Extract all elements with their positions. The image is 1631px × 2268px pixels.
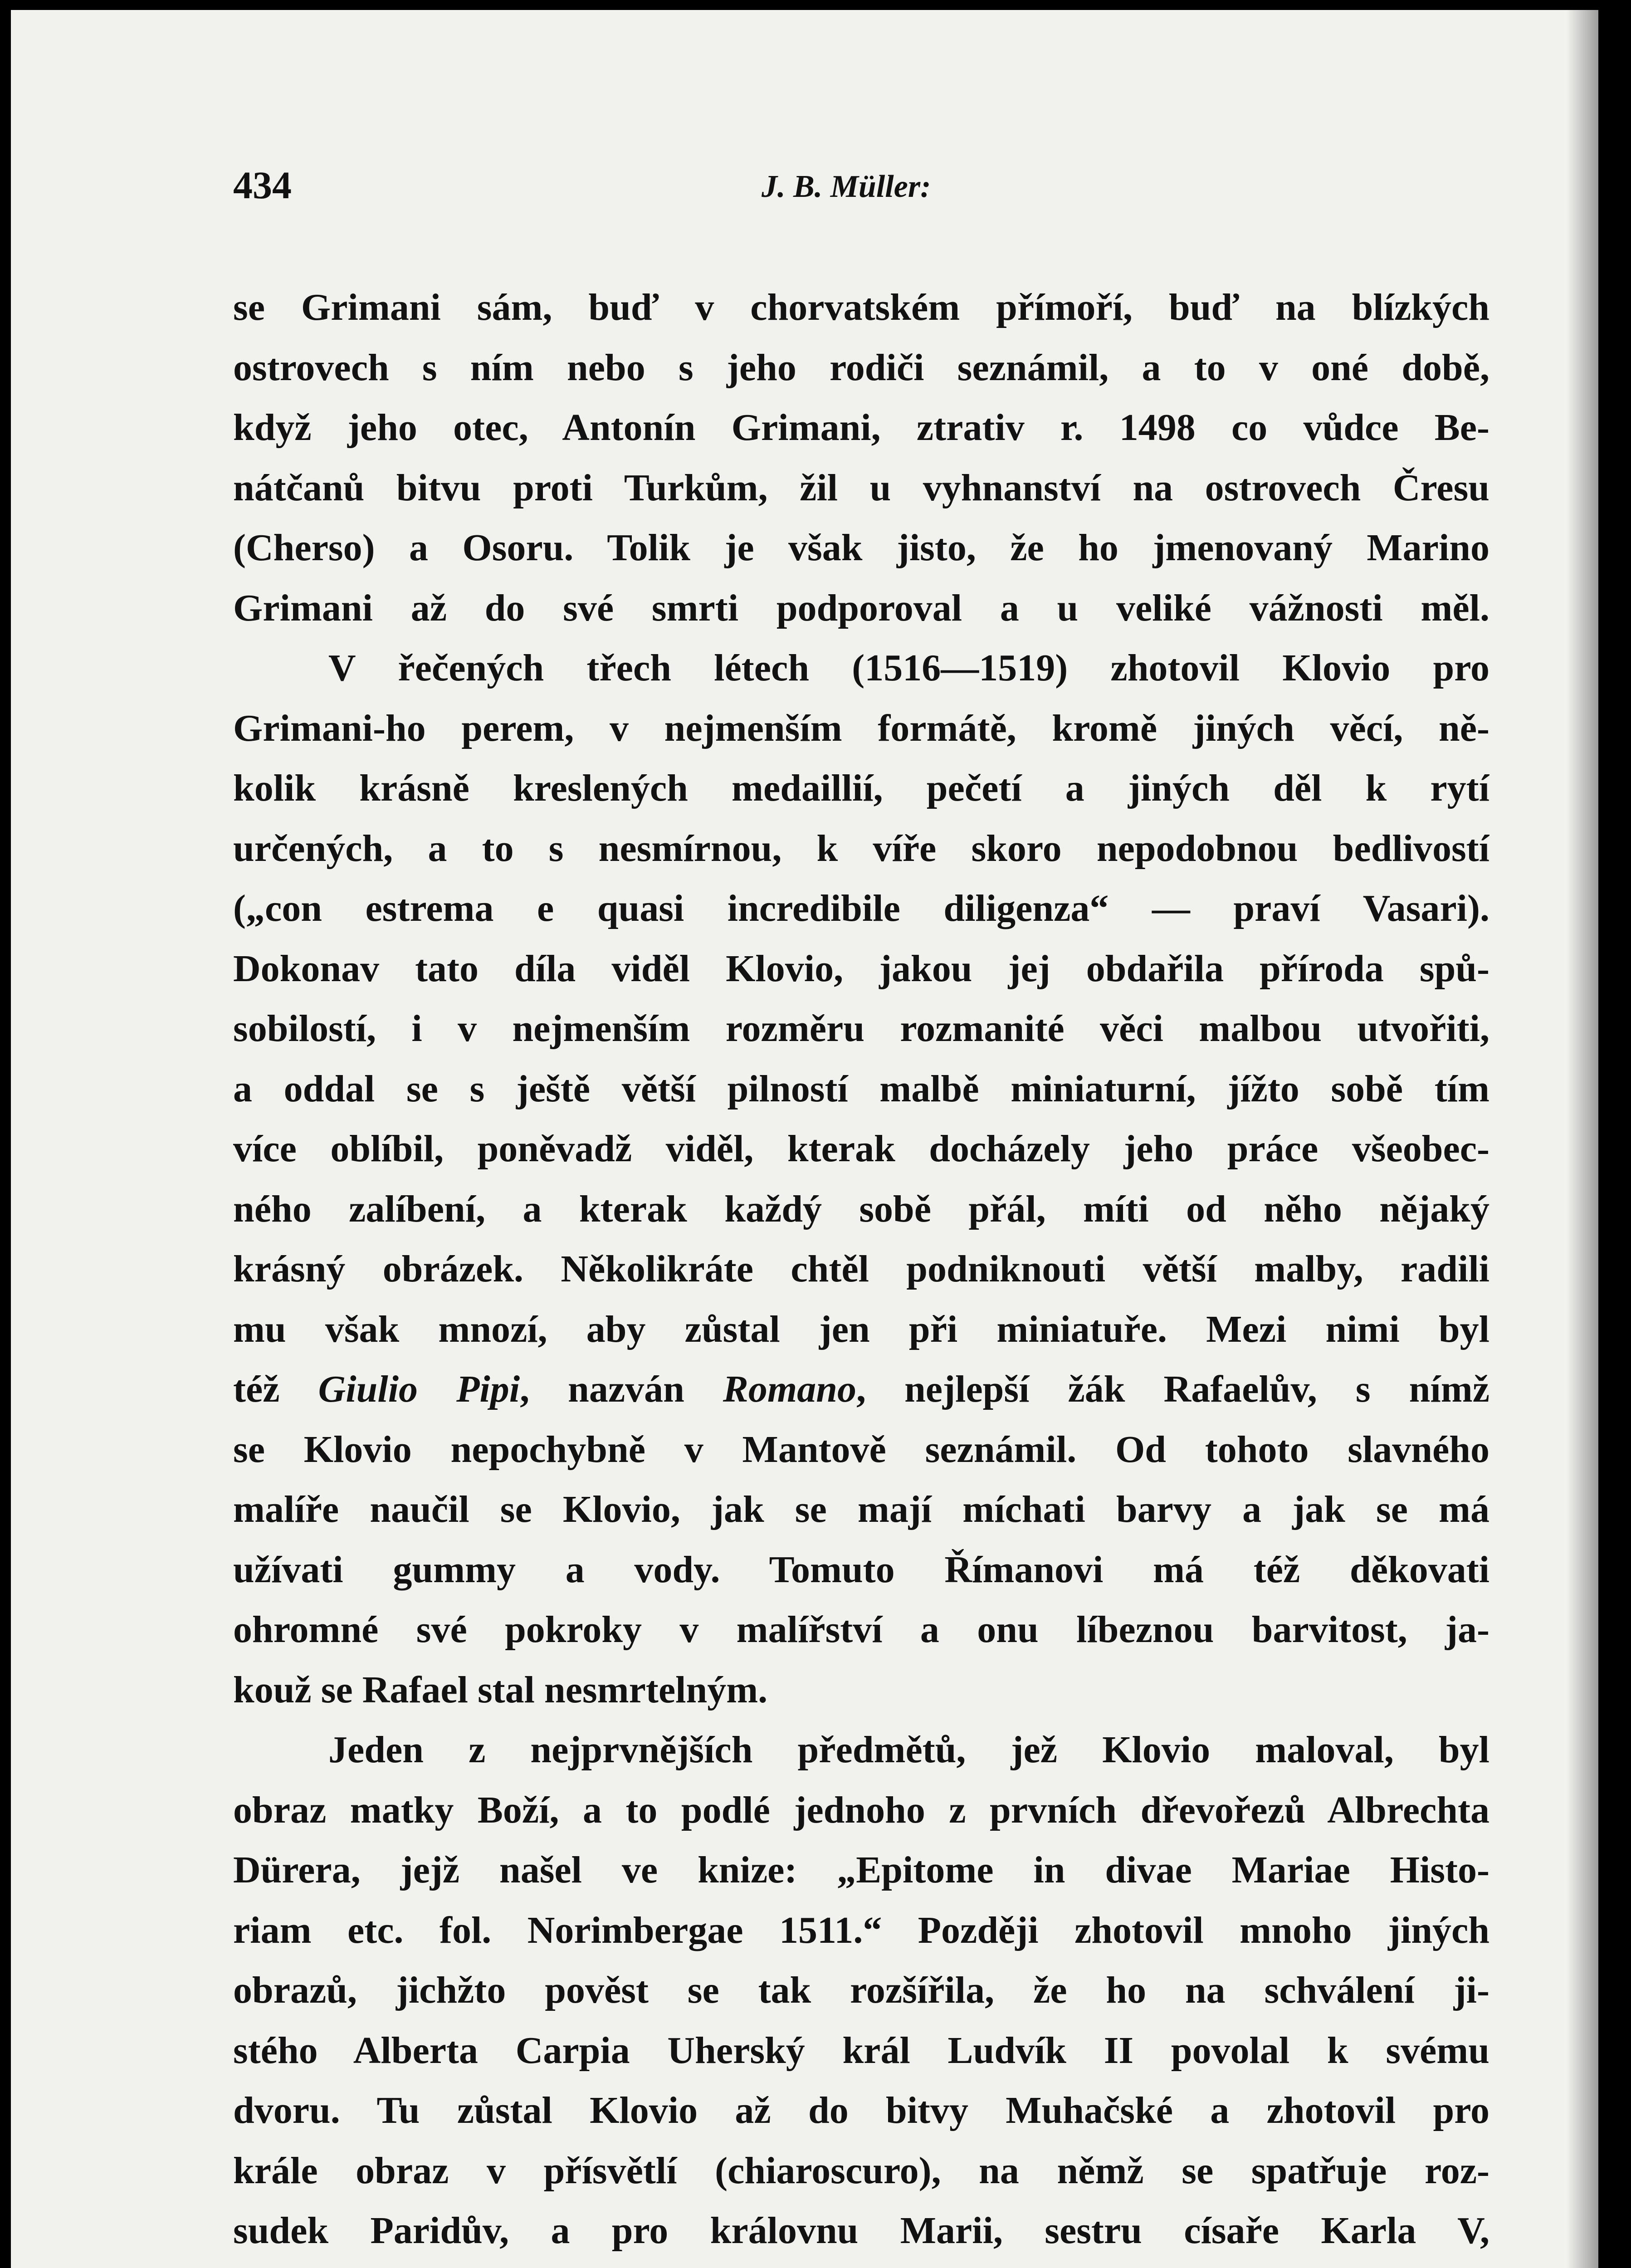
text-line: Jeden z nejprvnějších předmětů, jež Klovio maloval, byl bbox=[328, 1729, 1489, 1771]
text-segment: též bbox=[233, 1368, 318, 1410]
text-segment: , nejlepší žák Rafaelův, s nímž bbox=[856, 1368, 1489, 1410]
text-line: kolik krásně kreslených medaillií, pečetí a jiných děl k rytí bbox=[233, 767, 1489, 809]
text-line: obraz matky Boží, a to podlé jednoho z prvních dřevořezů Albrechta bbox=[233, 1789, 1489, 1831]
text-line: Dokonav tato díla viděl Klovio, jakou jej obdařila příroda spů- bbox=[233, 947, 1489, 990]
scanned-page bbox=[11, 10, 1598, 2268]
text-line: Dürera, jejž našel ve knize: „Epitome in divae Mariae Histo- bbox=[233, 1849, 1489, 1891]
text-line: se Grimani sám, buď v chorvatském přímoří, buď na blízkých bbox=[233, 286, 1489, 328]
text-line: užívati gummy a vody. Tomuto Římanovi má též děkovati bbox=[233, 1548, 1489, 1591]
text-line: V řečených třech létech (1516—1519) zhotovil Klovio pro bbox=[328, 647, 1489, 689]
text-line: kouž se Rafael stal nesmrtelným. bbox=[233, 1668, 768, 1711]
running-head: J. B. Müller: bbox=[762, 169, 931, 204]
text-segment: , nazván bbox=[520, 1368, 723, 1410]
text-line: (Cherso) a Osoru. Tolik je však jisto, že ho jmenovaný Marino bbox=[233, 527, 1489, 569]
text-line: sudek Paridův, a pro královnu Marii, sestru císaře Karla V, bbox=[233, 2209, 1489, 2252]
text-line-with-italics bbox=[233, 1359, 1489, 1420]
text-line: když jeho otec, Antonín Grimani, ztrativ r. 1498 co vůdce Be- bbox=[233, 406, 1489, 449]
text-line: dvoru. Tu zůstal Klovio až do bitvy Muhačské a zhotovil pro bbox=[233, 2089, 1489, 2131]
text-line: obrazů, jichžto pověst se tak rozšířila, že ho na schválení ji- bbox=[233, 1969, 1489, 2011]
body-text bbox=[233, 278, 1489, 2268]
text-line: Grimani až do své smrti podporoval a u veliké vážnosti měl. bbox=[233, 587, 1489, 629]
text-line: Grimani-ho perem, v nejmenším formátě, kromě jiných věcí, ně- bbox=[233, 707, 1489, 749]
text-line: sobilostí, i v nejmenším rozměru rozmanité věci malbou utvořiti, bbox=[233, 1007, 1489, 1050]
text-line: krále obraz v přísvětlí (chiaroscuro), na němž se spatřuje roz- bbox=[233, 2149, 1489, 2192]
page-edge-shadow bbox=[1567, 10, 1598, 2268]
text-line: stého Alberta Carpia Uherský král Ludvík II povolal k svému bbox=[233, 2029, 1489, 2072]
italic-name-romano: Romano bbox=[723, 1368, 856, 1410]
page-header bbox=[233, 162, 1489, 217]
text-line: mu však mnozí, aby zůstal jen při miniatuře. Mezi nimi byl bbox=[233, 1308, 1489, 1350]
text-line: a oddal se s ještě větší pilností malbě miniaturní, jížto sobě tím bbox=[233, 1067, 1489, 1110]
text-line: určených, a to s nesmírnou, k víře skoro nepodobnou bedlivostí bbox=[233, 827, 1489, 870]
page-number: 434 bbox=[233, 163, 292, 207]
text-line: („con estrema e quasi incredibile diligenza“ — praví Vasari). bbox=[233, 887, 1489, 929]
text-line: ostrovech s ním nebo s jeho rodiči seznámil, a to v oné době, bbox=[233, 346, 1489, 389]
text-line: krásný obrázek. Několikráte chtěl podniknouti větší malby, radili bbox=[233, 1248, 1489, 1290]
text-line: nátčanů bitvu proti Turkům, žil u vyhnanství na ostrovech Čresu bbox=[233, 466, 1489, 509]
text-line: malíře naučil se Klovio, jak se mají míchati barvy a jak se má bbox=[233, 1488, 1489, 1530]
italic-name-giulio-pipi: Giulio Pipi bbox=[318, 1368, 520, 1410]
text-line: ného zalíbení, a kterak každý sobě přál, míti od něho nějaký bbox=[233, 1188, 1489, 1230]
text-line: riam etc. fol. Norimbergae 1511.“ Později zhotovil mnoho jiných bbox=[233, 1909, 1489, 1951]
text-line: se Klovio nepochybně v Mantově seznámil. Od tohoto slavného bbox=[233, 1428, 1489, 1471]
text-line bbox=[233, 2261, 1489, 2268]
text-line: více oblíbil, poněvadž viděl, kterak docházely jeho práce všeobec- bbox=[233, 1128, 1489, 1170]
text-line: ohromné své pokroky v malířství a onu líbeznou barvitost, ja- bbox=[233, 1608, 1489, 1651]
